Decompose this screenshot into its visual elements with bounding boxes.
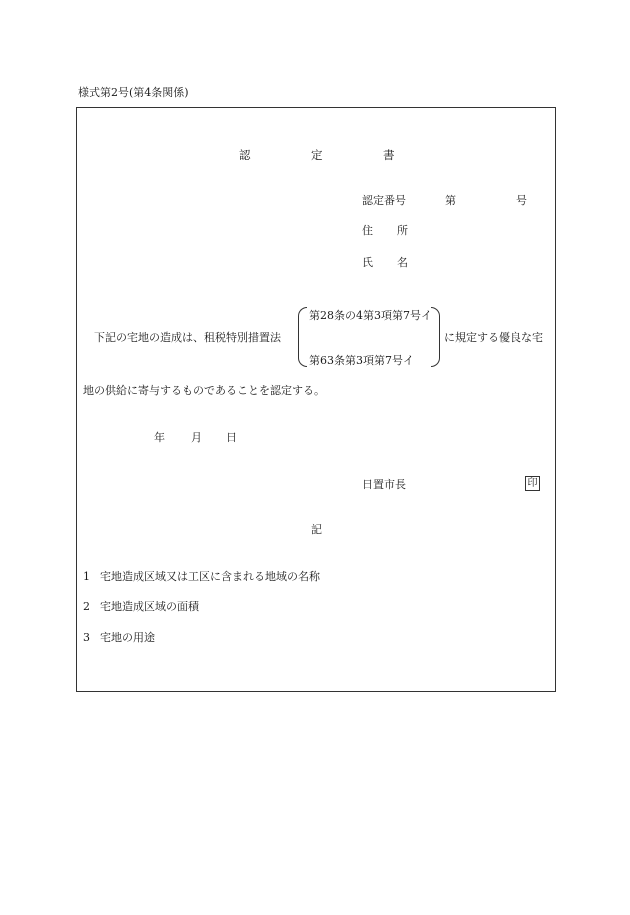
seal-mark: 印 [525,476,540,491]
issuer-title: 日置市長 [362,478,406,491]
address-label-char-2: 所 [397,224,408,237]
cert-number-suffix: 号 [516,194,527,207]
note-item-text: 宅地造成区域の面積 [100,600,199,613]
note-item-text: 宅地造成区域又は工区に含まれる地域の名称 [100,570,320,583]
date-month-label: 月 [191,431,202,444]
body-second-line: 地の供給に寄与するものであることを認定する。 [83,384,325,397]
law-clause-1: 第28条の4第3項第7号イ [309,309,432,322]
note-item-number: 1 [83,570,90,583]
form-number-label: 様式第2号(第4条関係) [78,86,189,99]
body-after-bracket-text: に規定する優良な宅 [444,331,543,344]
address-label-char-1: 住 [362,224,373,237]
name-label-char-1: 氏 [362,256,373,269]
name-label-char-2: 名 [397,256,408,269]
note-item-text: 宅地の用途 [100,631,155,644]
cert-number-label: 認定番号 [362,194,406,207]
title-char-1: 認 [239,148,251,162]
title-char-2: 定 [311,148,323,162]
date-year-label: 年 [154,431,165,444]
note-item-number: 2 [83,600,90,613]
bracket-left [298,307,307,367]
law-clause-2: 第63条第3項第7号イ [309,354,414,367]
body-intro-text: 下記の宅地の造成は、租税特別措置法 [94,331,281,344]
title-char-3: 書 [383,148,395,162]
notes-heading: 記 [311,523,322,536]
cert-number-prefix: 第 [445,194,456,207]
bracket-right [431,307,440,367]
date-day-label: 日 [226,431,237,444]
note-item-number: 3 [83,631,90,644]
